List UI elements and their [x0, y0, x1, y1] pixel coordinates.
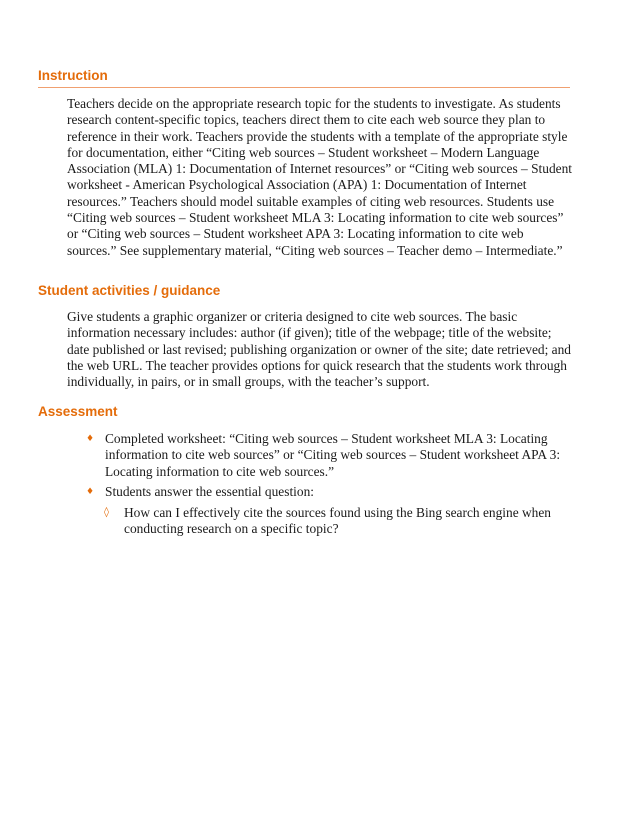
diamond-bullet-icon: ♦	[86, 487, 95, 497]
hollow-diamond-bullet-icon: ◊	[104, 507, 109, 518]
assessment-bullet	[86, 484, 572, 500]
bullet-text: Completed worksheet: “Citing web sources – Student worksheet MLA 3: Locating information to cite web sources” or “Citing web sources – Student worksheet APA 3: Locating information to cite web sources.”	[105, 431, 561, 479]
student-activities-paragraph: Give students a graphic organizer or criteria designed to cite web sources. The basic information necessary includes: author (if given); title of the webpage; title of the website; date published or last revised; publishing organization or owner of the site; date retrieved; and the web URL. The teacher provides options for quick research that the students work through individually, in pairs, or in small groups, with the teacher’s support.	[67, 309, 571, 390]
assessment-heading: Assessment	[38, 404, 118, 419]
assessment-sub-bullet	[104, 505, 572, 538]
instruction-heading: Instruction	[38, 68, 108, 83]
assessment-bullet	[86, 431, 572, 480]
instruction-paragraph: Teachers decide on the appropriate research topic for the students to investigate. As students research content-specific topics, teachers direct them to cite each web source they plan to reference in their work. Teachers provide the students with a template of the appropriate style for documentation, either “Citing web sources – Student worksheet – Modern Language Association (MLA) 1: Documentation of Internet resources” or “Citing web sources – Student worksheet - American Psychological Association (APA) 1: Documentation of Internet resources.” Teachers should model suitable examples of citing web resources. Students use “Citing web sources – Student worksheet MLA 3: Locating information to cite web sources” or “Citing web sources – Student worksheet APA 3: Locating information to cite web sources.” See supplementary material, “Citing web sources – Teacher demo – Intermediate.”	[67, 96, 572, 258]
student-activities-heading: Student activities / guidance	[38, 283, 221, 298]
heading-rule	[38, 87, 570, 88]
sub-bullet-text: How can I effectively cite the sources found using the Bing search engine when conducting research on a specific topic?	[124, 505, 551, 537]
diamond-bullet-icon: ♦	[86, 434, 95, 444]
bullet-text: Students answer the essential question:	[105, 484, 315, 499]
